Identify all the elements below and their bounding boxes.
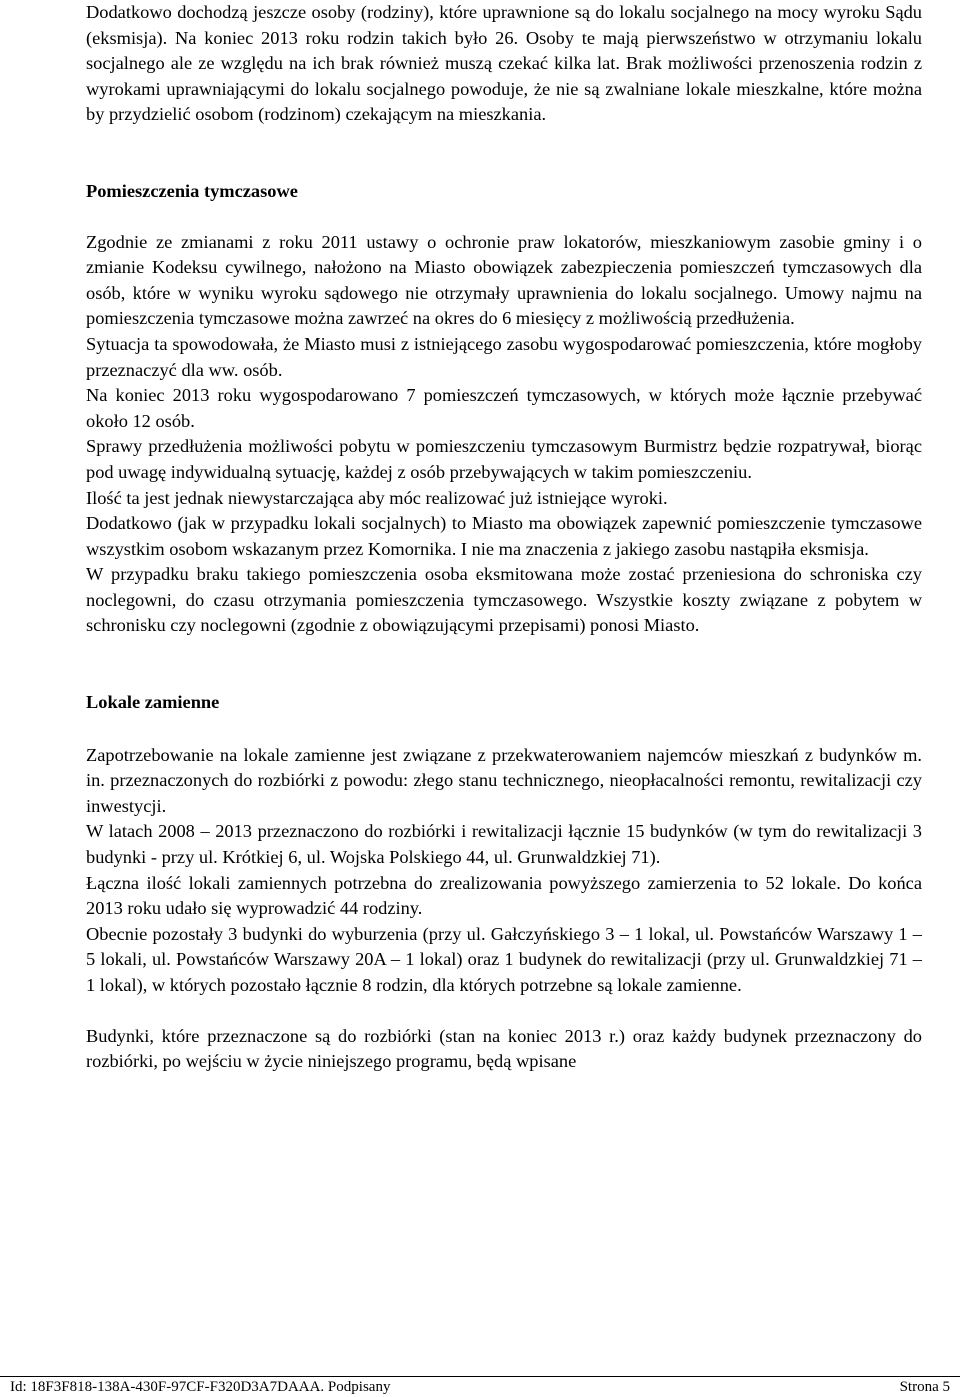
paragraph: Sytuacja ta spowodowała, że Miasto musi z istniejącego zasobu wygospodarować pomieszczenia, które mogłoby przeznaczyć dla ww. osób. [86,333,922,380]
intro-section [86,0,922,128]
closing-paragraph: Budynki, które przeznaczone są do rozbiórki (stan na koniec 2013 r.) oraz każdy budynek przeznaczony do rozbiórki, po wejściu w życie niniejszego programu, będą wpisane [86,1025,922,1072]
paragraph: Sprawy przedłużenia możliwości pobytu w pomieszczeniu tymczasowym Burmistrz będzie rozpatrywał, biorąc pod uwagę indywidualną sytuację, każdej z osób przebywających w takim pomieszczeniu. [86,436,922,482]
replacement-units-section [86,743,922,1075]
intro-paragraph: Dodatkowo dochodzą jeszcze osoby (rodziny), które uprawnione są do lokalu socjalnego na mocy wyroku Sądu (eksmisja). Na koniec 2013 roku rodzin takich było 26. Osoby te mają pierwszeństwo w otrzymaniu lokalu socjalnego ale ze względu na ich brak również muszą czekać kilka lat. Brak możliwości przenoszenia rodzin z wyrokami uprawniającymi do lokalu socjalnego powoduje, że nie są zwalniane lokale mieszkalne, które można by przydzielić osobom (rodzinom) czekającym na mieszkania. [86,2,922,125]
page-number: Strona 5 [899,1379,950,1395]
paragraph: Zgodnie ze zmianami z roku 2011 ustawy o ochronie praw lokatorów, mieszkaniowym zasobie gminy i o zmianie Kodeksu cywilnego, nałożono na Miasto obowiązek zabezpieczenia pomieszczeń tymczasowych dla osób, które w wyniku wyroku sądowego nie otrzymały uprawnienia do lokalu socjalnego. Umowy najmu na pomieszczenia tymczasowe można zawrzeć na okres do 6 miesięcy z możliwością przedłużenia. [86,231,922,329]
paragraph: Dodatkowo (jak w przypadku lokali socjalnych) to Miasto ma obowiązek zapewnić pomieszczenie tymczasowe wszystkim osobom wskazanym przez Komornika. I nie ma znaczenia z jakiego zasobu nastąpiła eksmisja. [86,513,922,559]
paragraph: Na koniec 2013 roku wygospodarowano 7 pomieszczeń tymczasowych, w których może łącznie przebywać około 12 osób. [86,385,922,431]
section-heading-replacement-units: Lokale zamienne [86,692,220,713]
document-id: Id: 18F3F818-138A-430F-97CF-F320D3A7DAAA. Podpisany [10,1379,391,1395]
paragraph: W latach 2008 – 2013 przeznaczono do rozbiórki i rewitalizacji łącznie 15 budynków (w tym do rewitalizacji 3 budynki - przy ul. Krótkiej 6, ul. Wojska Polskiego 44, ul. Grunwaldzkiej 71). [86,821,922,868]
page-footer [0,1376,960,1397]
paragraph: Ilość ta jest jednak niewystarczająca aby móc realizować już istniejące wyroki. [86,487,668,508]
paragraph: Łączna ilość lokali zamiennych potrzebna do zrealizowania powyższego zamierzenia to 52 lokale. Do końca 2013 roku udało się wyprowadzić 44 rodziny. [86,872,922,919]
section-heading-temporary-rooms: Pomieszczenia tymczasowe [86,180,298,201]
paragraph: Zapotrzebowanie na lokale zamienne jest związane z przekwaterowaniem najemców mieszkań z budynków m. in. przeznaczonych do rozbiórki z powodu: złego stanu technicznego, nieopłacalności remontu, rewitalizacji czy inwestycji. [86,744,922,816]
paragraph: Obecnie pozostały 3 budynki do wyburzenia (przy ul. Gałczyńskiego 3 – 1 lokal, ul. Powstańców Warszawy 1 – 5 lokali, ul. Powstańców Warszawy 20A – 1 lokal) oraz 1 budynek do rewitalizacji (przy ul. Grunwaldzkiej 71 – 1 lokal), w których pozostało łącznie 8 rodzin, dla których potrzebne są lokale zamienne. [86,923,922,995]
document-page [86,0,922,1075]
temporary-rooms-section [86,230,922,640]
paragraph: W przypadku braku takiego pomieszczenia osoba eksmitowana może zostać przeniesiona do schroniska czy noclegowni, do czasu otrzymania pomieszczenia tymczasowego. Wszystkie koszty związane z pobytem w schronisku czy noclegowni (zgodnie z obowiązującymi przepisami) ponosi Miasto. [86,564,922,636]
